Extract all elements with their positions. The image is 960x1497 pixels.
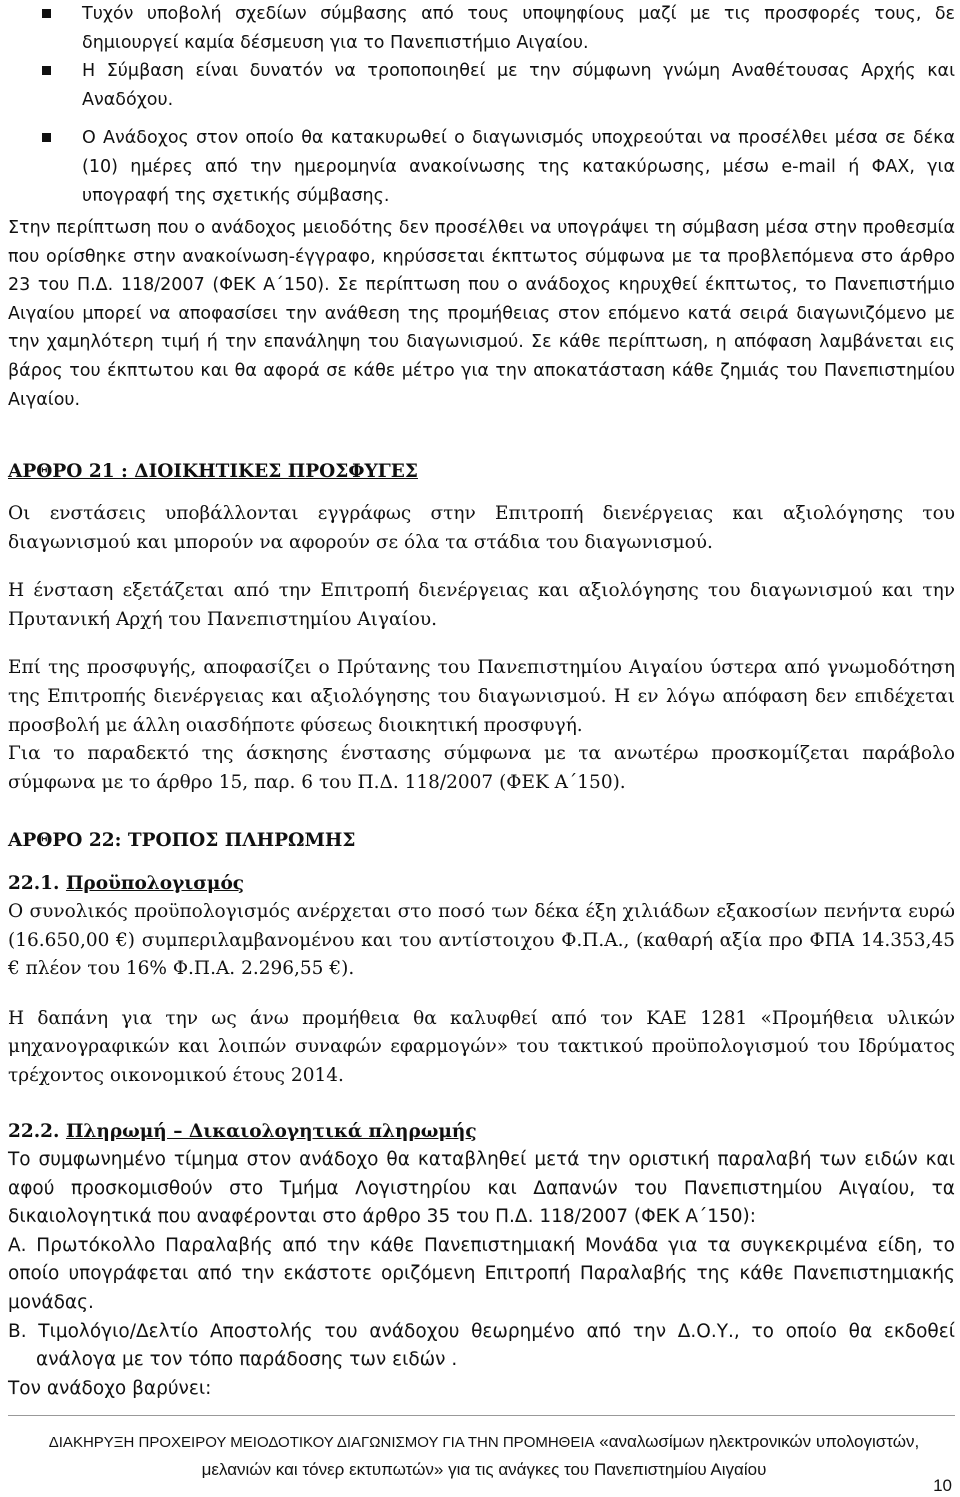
item-b-paragraph: Β. Τιμολόγιο/Δελτίο Αποστολής του ανάδοχου θεωρημένο από την Δ.Ο.Υ., το οποίο θα εκδοθεί ανάλογα με τον τόπο παράδοσης των ειδών . <box>8 1320 955 1371</box>
footer-text: ΔΙΑΚΗΡΥΞΗ ΠΡΟΧΕΙΡΟΥ ΜΕΙΟΔΟΤΙΚΟΥ ΔΙΑΓΩΝΙΣΜΟΥ ΓΙΑ ΤΗΝ ΠΡΟΜΗΘΕΙΑ «αναλωσίμων ηλεκτρονικών υπολογιστών, μελανιών και τόνερ εκτυπωτών» για τις ανάγκες του Πανεπιστημίου Αιγαίου <box>48 1432 920 1479</box>
square-bullet-icon <box>42 9 51 18</box>
article-22-heading: ΑΡΘΡΟ 22: ΤΡΟΠΟΣ ΠΛΗΡΩΜΗΣ <box>8 830 356 851</box>
bullet-item: Η Σύμβαση είναι δυνατόν να τροποποιηθεί με την σύμφωνη γνώμη Αναθέτουσας Αρχής και Αναδόχου. <box>8 57 955 114</box>
objection-review-paragraph: Η ένσταση εξετάζεται από την Επιτροπή διενέργειας και αξιολόγησης του διαγωνισμού και την Πρυτανική Αρχή του Πανεπιστημίου Αιγαίου. <box>8 580 955 630</box>
footer-divider <box>8 1415 955 1416</box>
payment-paragraph: Το συμφωνημένο τίμημα στον ανάδοχο θα καταβληθεί μετά την οριστική παραλαβή των ειδών και αφού προσκομισθούν στο Τμήμα Λογιστηρίου και Δαπανών του Πανεπιστημίου Αιγαίου, τα δικαιολογητικά που αναφέρονται στο άρθρο 35 του Π.Δ. 118/2007 (ΦΕΚ Α΄150): <box>8 1149 955 1228</box>
payment-body <box>8 1146 955 1403</box>
expenditure-paragraph: Η δαπάνη για την ως άνω προμήθεια θα καλυφθεί από τον ΚΑΕ 1281 «Προμήθεια υλικών μηχανογραφικών και λοιπών συναφών εφαρμογών» του τακτικού προϋπολογισμού του Ιδρύματος τρέχοντος οικονομικού έτους 2014. <box>8 1007 955 1086</box>
article-21-body <box>8 500 955 797</box>
appeal-decision-paragraph: Επί της προσφυγής, αποφασίζει ο Πρύτανης του Πανεπιστημίου Αιγαίου ύστερα από γνωμοδότηση της Επιτροπής διενέργειας και αξιολόγησης του διαγωνισμού. Η εν λόγω απόφαση δεν επιδέχεται προσβολή με άλλη οιασδήποτε φύσεως διοικητική προσφυγή. <box>8 657 955 736</box>
section-22-2-title: 22.2. Πληρωμή – Δικαιολογητικά πληρωμής <box>8 1121 477 1142</box>
page-number: 10 <box>933 1476 952 1495</box>
item-a-paragraph: Α. Πρωτόκολλο Παραλαβής από την κάθε Πανεπιστημιακή Μονάδα για τα συγκεκριμένα είδη, το οποίο υπογράφεται από την εκάστοτε οριζόμενη Επιτροπή Παραλαβής της κάθε Πανεπιστημιακής μονάδας. <box>8 1234 955 1313</box>
square-bullet-icon <box>42 66 51 75</box>
section-22-1-title: 22.1. Προϋπολογισμός <box>8 873 245 894</box>
article-21-heading: ΑΡΘΡΟ 21 : ΔΙΟΙΚΗΤΙΚΕΣ ΠΡΟΣΦΥΓΕΣ <box>8 461 418 482</box>
bullet-item: Τυχόν υποβολή σχεδίων σύμβασης από τους υποψηφίους μαζί με τις προσφορές τους, δε δημιουργεί καμία δέσμευση για το Πανεπιστήμιο Αιγαίου. <box>8 0 955 57</box>
bullet-list <box>8 0 955 210</box>
fee-paragraph: Για το παραδεκτό της άσκησης ένστασης σύμφωνα με τα ανωτέρω προσκομίζεται παράβολο σύμφωνα με το άρθρο 15, παρ. 6 του Π.Δ. 118/2007 (ΦΕΚ Α΄150). <box>8 743 955 793</box>
burdens-line: Τον ανάδοχο βαρύνει: <box>8 1377 212 1399</box>
default-contractor-paragraph: Στην περίπτωση που ο ανάδοχος μειοδότης δεν προσέλθει να υπογράψει τη σύμβαση μέσα στην προθεσμία που ορίσθηκε στην ανακοίνωση-έγγραφο, κηρύσσεται έκπτωτος σύμφωνα με τα προβλεπόμενα στο άρθρο 23 του Π.Δ. 118/2007 (ΦΕΚ Α΄150). Σε περίπτωση που ο ανάδοχος κηρυχθεί έκπτωτος, το Πανεπιστήμιο Αιγαίου μπορεί να αποφασίσει την ανάθεση της προμήθειας στον επόμενο κατά σειρά διαγωνιζόμενο με την χαμηλότερη τιμή ή την επανάληψη του διαγωνισμού. Σε κάθε περίπτωση, η απόφαση λαμβάνεται εις βάρος του έκπτωτου και θα αφορά σε κάθε μέτρο για την αποκατάσταση κάθε ζημιάς του Πανεπιστημίου Αιγαίου. <box>8 218 955 410</box>
bullet-item: Ο Ανάδοχος στον οποίο θα κατακυρωθεί ο διαγωνισμός υποχρεούται να προσέλθει μέσα σε δέκα (10) ημέρες από την ημερομηνία ανακοίνωσης της κατακύρωσης, μέσω e-mail ή ΦΑΧ, για υπογραφή της σχετικής σύμβασης. <box>8 124 955 210</box>
square-bullet-icon <box>42 133 51 142</box>
objections-paragraph: Οι ενστάσεις υποβάλλονται εγγράφως στην Επιτροπή διενέργειας και αξιολόγησης του διαγωνισμού και μπορούν να αφορούν σε όλα τα στάδια του διαγωνισμού. <box>8 503 955 553</box>
budget-paragraph: Ο συνολικός προϋπολογισμός ανέρχεται στο ποσό των δέκα έξη χιλιάδων εξακοσίων πενήντα ευρώ (16.650,00 €) συμπεριλαμβανομένου και του αντίστοιχου Φ.Π.Α., (καθαρή αξία προ ΦΠΑ 14.353,45 € πλέον του 16% Φ.Π.Α. 2.296,55 €). <box>8 901 955 980</box>
budget-body <box>8 898 955 1091</box>
